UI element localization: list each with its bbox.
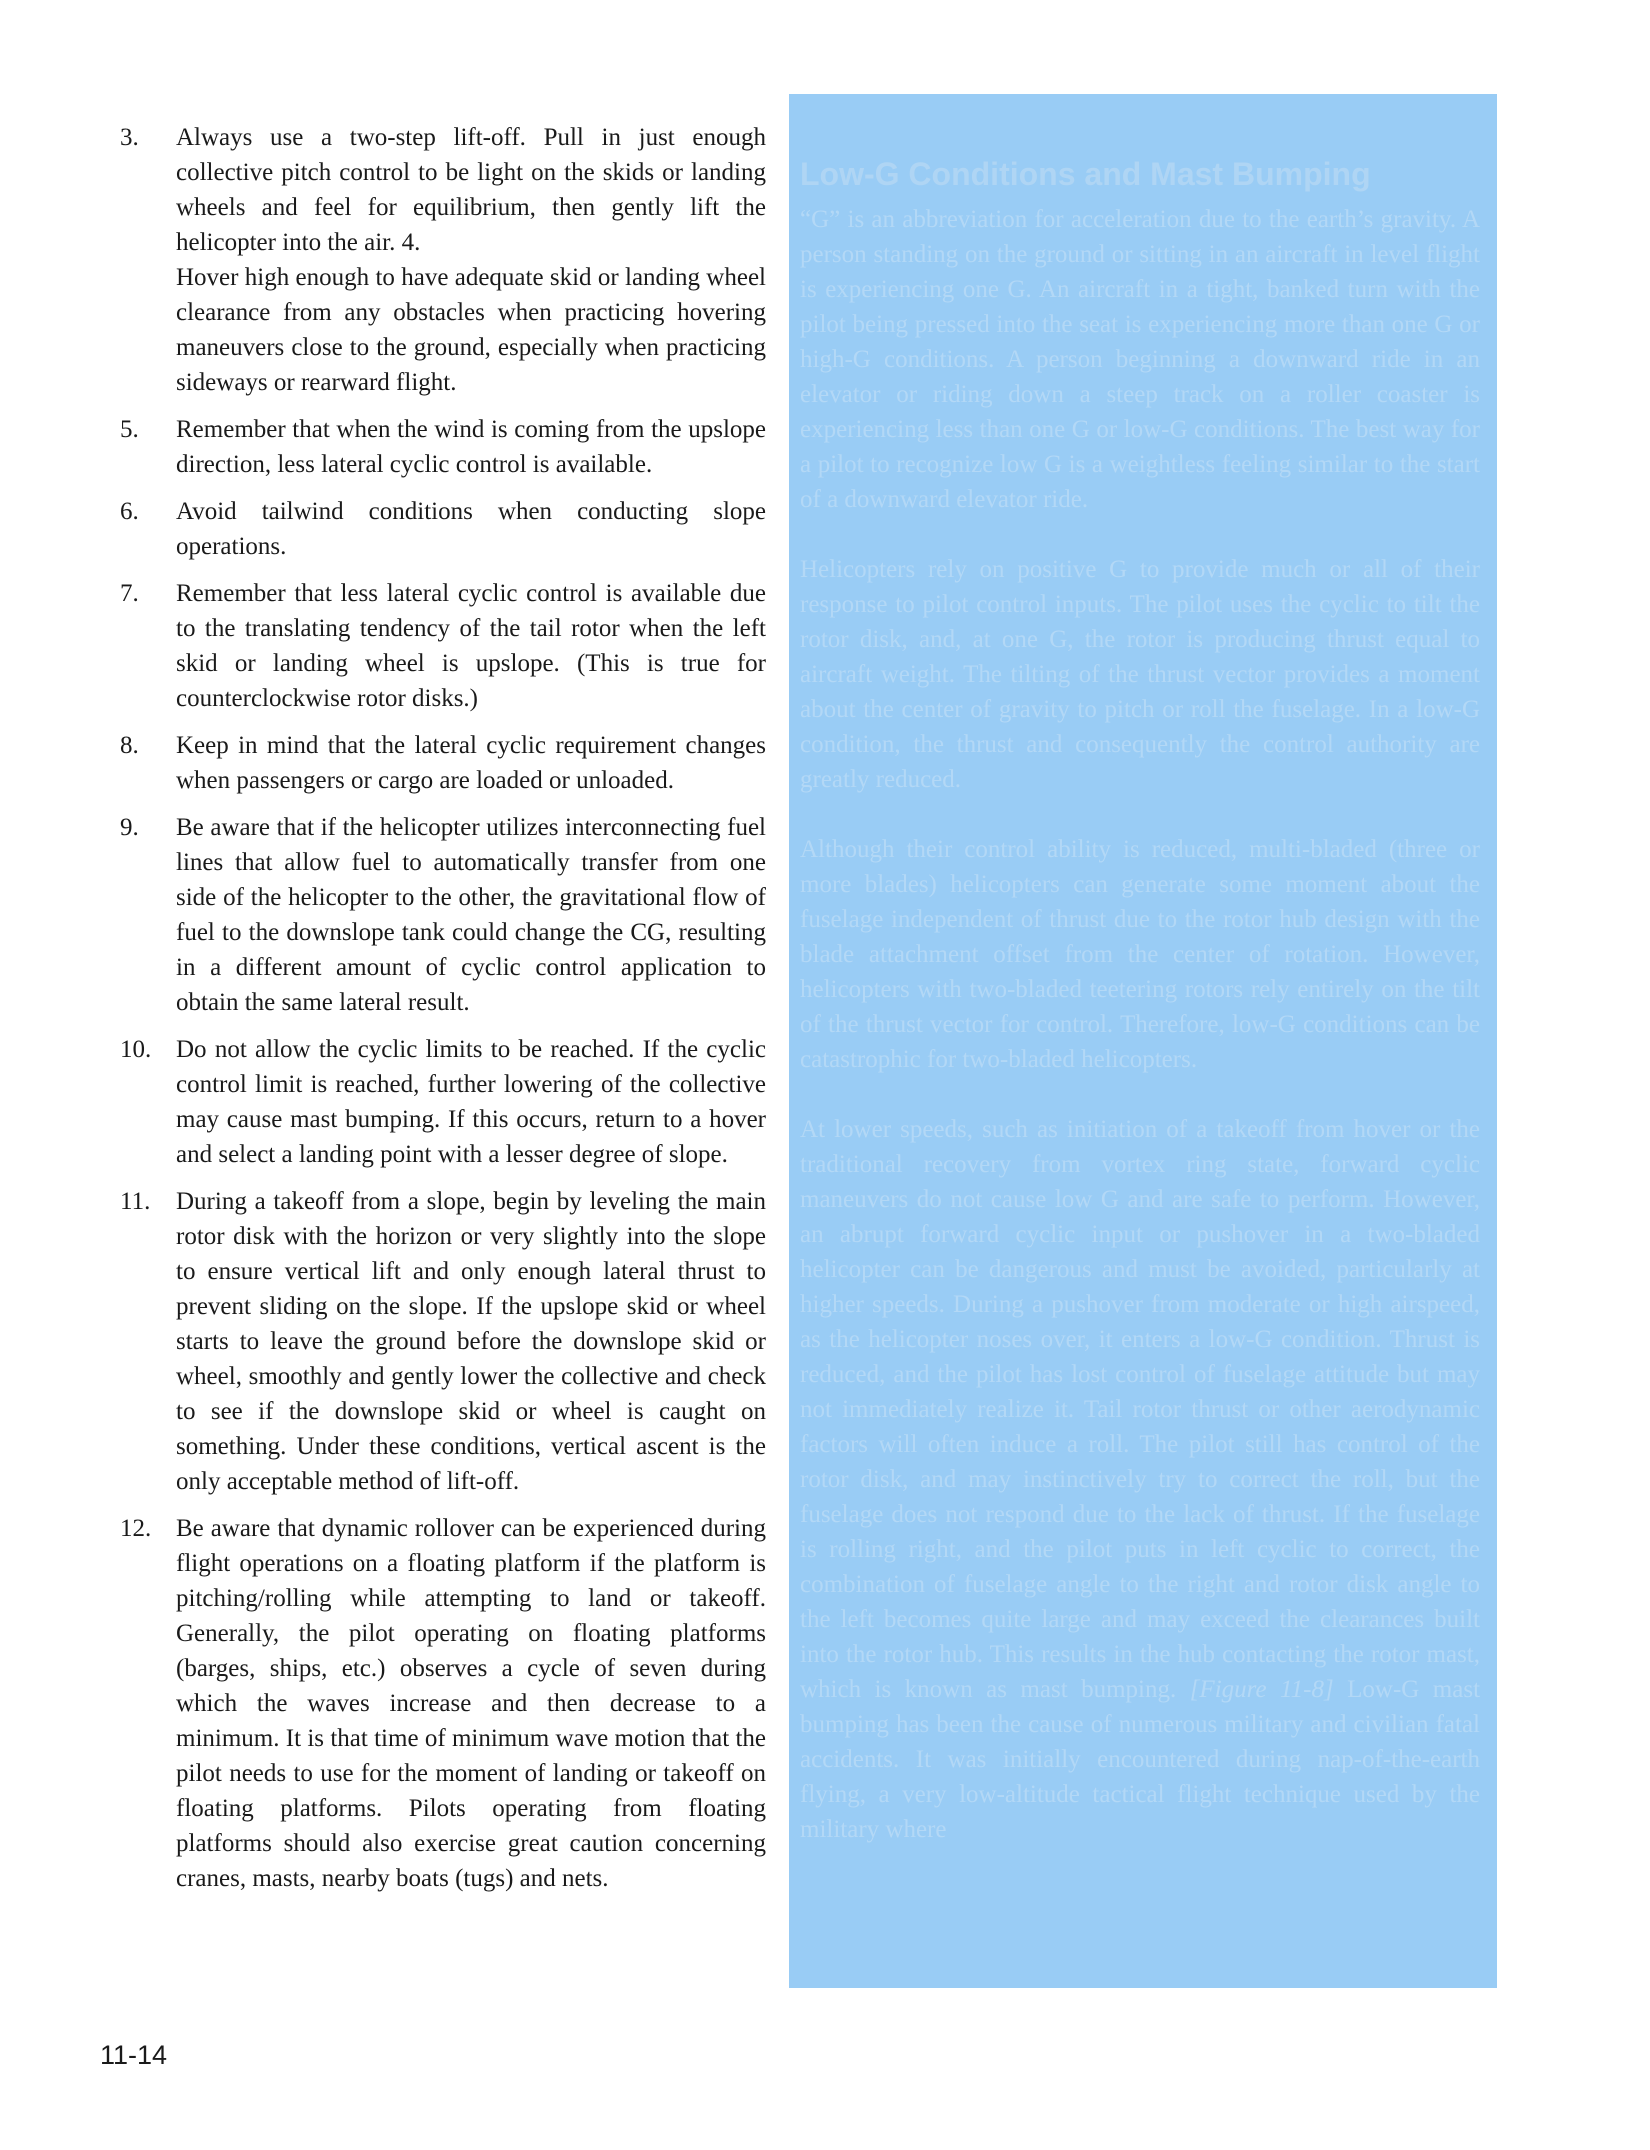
sidebar-paragraph: Helicopters rely on positive G to provide much or all of their response to pilot control inputs. The pilot uses the cyclic to tilt the rotor disk, and, at one G, the rotor is producing thrust equal to aircraft weight. The tilting of the thrust vector provides a moment about the center of gravity to pitch or roll the fuselage. In a low-G condition, the thrust and consequently the control authority are greatly reduced. [800, 556, 1480, 793]
list-item-number: 3. [120, 124, 139, 151]
list-item-text [176, 1032, 766, 1172]
list-item-paragraph: Be aware that if the helicopter utilizes interconnecting fuel lines that allow fuel to automatically transfer from one side of the helicopter to the other, the gravitational flow of fuel to the downslope tank could change the CG, resulting in a different amount of cyclic control application to obtain the same lateral result. [176, 814, 766, 1016]
list-item-number: 5. [120, 416, 139, 443]
figure-reference: [Figure 11-8] [1189, 1676, 1334, 1703]
sidebar-content [800, 154, 1480, 1847]
list-item-number: 8. [120, 732, 139, 759]
list-item-text [176, 412, 766, 482]
sidebar-title: Low-G Conditions and Mast Bumping [800, 156, 1371, 192]
list-item-text [176, 576, 766, 716]
list-item [120, 494, 766, 564]
list-item-number: 7. [120, 580, 139, 607]
list-item-paragraph: Keep in mind that the lateral cyclic requirement changes when passengers or cargo are loaded or unloaded. [176, 732, 766, 794]
list-item-paragraph: Always use a two-step lift-off. Pull in just enough collective pitch control to be light on the skids or landing wheels and feel for equilibrium, then gently lift the helicopter into the air. 4. [176, 124, 766, 256]
sidebar-paragraph-text: At lower speeds, such as initiation of a takeoff from hover or the traditional recovery from vortex ring state, forward cyclic maneuvers do not cause low G and are safe to perform. However, an abrupt forward cyclic input or pushover in a two-bladed helicopter can be dangerous and must be avoided, particularly at higher speeds. During a pushover from moderate or high airspeed, as the helicopter noses over, it enters a low-G condition. Thrust is reduced, and the pilot has lost control of fuselage attitude but may not immediately realize it. Tail rotor thrust or other aerodynamic factors will often induce a roll. The pilot still has control of the rotor disk, and may instinctively try to correct the roll, but the fuselage does not respond due to the lack of thrust. If the fuselage is rolling right, and the pilot puts in left cyclic to correct, the combination of fuselage angle to the right and rotor disk angle to the left becomes quite large and may exceed the clearances built into the rotor hub. This results in the hub contacting the rotor mast, which is known as mast bumping. [800, 1116, 1480, 1703]
sidebar-paragraph-text: Low-G mast bumping has been the cause of numerous military and civilian fatal accidents. It was initially encountered during nap-of-the-earth flying, a very low-altitude tactical flight technique used by the military where [800, 1676, 1481, 1843]
list-item-paragraph: Hover high enough to have adequate skid or landing wheel clearance from any obstacles when practicing hovering maneuvers close to the ground, especially when practicing sideways or rearward flight. [176, 264, 766, 396]
list-item-text [176, 728, 766, 798]
page-number: 11-14 [100, 2040, 168, 2070]
sidebar-paragraph [800, 1112, 1480, 1847]
numbered-list [120, 120, 766, 1908]
sidebar-paragraph: Although their control ability is reduced, multi-bladed (three or more blades) helicopters can generate some moment about the fuselage independent of thrust due to the rotor hub design with the blade attachment offset from the center of rotation. However, helicopters with two-bladed teetering rotors rely entirely on the tilt of the thrust vector for control. Therefore, low-G conditions can be catastrophic for two-bladed helicopters. [800, 836, 1480, 1073]
list-item-paragraph: Remember that when the wind is coming from the upslope direction, less lateral cyclic control is available. [176, 416, 766, 478]
list-item-text [176, 810, 766, 1020]
list-item-number: 10. [120, 1036, 152, 1063]
list-item [120, 1184, 766, 1499]
list-item [120, 1032, 766, 1172]
list-item [120, 1511, 766, 1896]
list-item-number: 9. [120, 814, 139, 841]
sidebar-paragraph: “G” is an abbreviation for acceleration due to the earth’s gravity. A person standing on the ground or sitting in an aircraft in level flight is experiencing one G. An aircraft in a tight, banked turn with the pilot being pressed into the seat is experiencing more than one G or high-G conditions. A person beginning a downward ride in an elevator or riding down a steep track on a roller coaster is experiencing less than one G or low-G conditions. The best way for a pilot to recognize low G is a weightless feeling similar to the start of a downward elevator ride. [800, 206, 1480, 513]
sidebar-panel [789, 94, 1497, 1988]
list-item-text [176, 1511, 766, 1896]
list-item-paragraph: Do not allow the cyclic limits to be reached. If the cyclic control limit is reached, further lowering of the collective may cause mast bumping. If this occurs, return to a hover and select a landing point with a lesser degree of slope. [176, 1036, 766, 1168]
list-item-paragraph: Remember that less lateral cyclic control is available due to the translating tendency of the tail rotor when the left skid or landing wheel is upslope. (This is true for counterclockwise rotor disks.) [176, 580, 766, 712]
list-item-text [176, 1184, 766, 1499]
list-item [120, 120, 766, 400]
list-item-text [176, 494, 766, 564]
list-item [120, 412, 766, 482]
list-item-paragraph: During a takeoff from a slope, begin by leveling the main rotor disk with the horizon or very slightly into the slope to ensure vertical lift and only enough lateral thrust to prevent sliding on the slope. If the upslope skid or wheel starts to leave the ground before the downslope skid or wheel, smoothly and gently lower the collective and check to see if the downslope skid or wheel is caught on something. Under these conditions, vertical ascent is the only acceptable method of lift-off. [176, 1188, 766, 1495]
list-item-paragraph: Avoid tailwind conditions when conducting slope operations. [176, 498, 766, 560]
list-item [120, 728, 766, 798]
list-item-number: 6. [120, 498, 139, 525]
list-item [120, 810, 766, 1020]
list-item-text [176, 120, 766, 400]
list-item-number: 11. [120, 1188, 151, 1215]
list-item-paragraph: Be aware that dynamic rollover can be experienced during flight operations on a floating platform if the platform is pitching/rolling while attempting to land or takeoff. Generally, the pilot operating on floating platforms (barges, ships, etc.) observes a cycle of seven during which the waves increase and then decrease to a minimum. It is that time of minimum wave motion that the pilot needs to use for the moment of landing or takeoff on floating platforms. Pilots operating from floating platforms should also exercise great caution concerning cranes, masts, nearby boats (tugs) and nets. [176, 1515, 766, 1892]
list-item [120, 576, 766, 716]
list-item-number: 12. [120, 1515, 152, 1542]
